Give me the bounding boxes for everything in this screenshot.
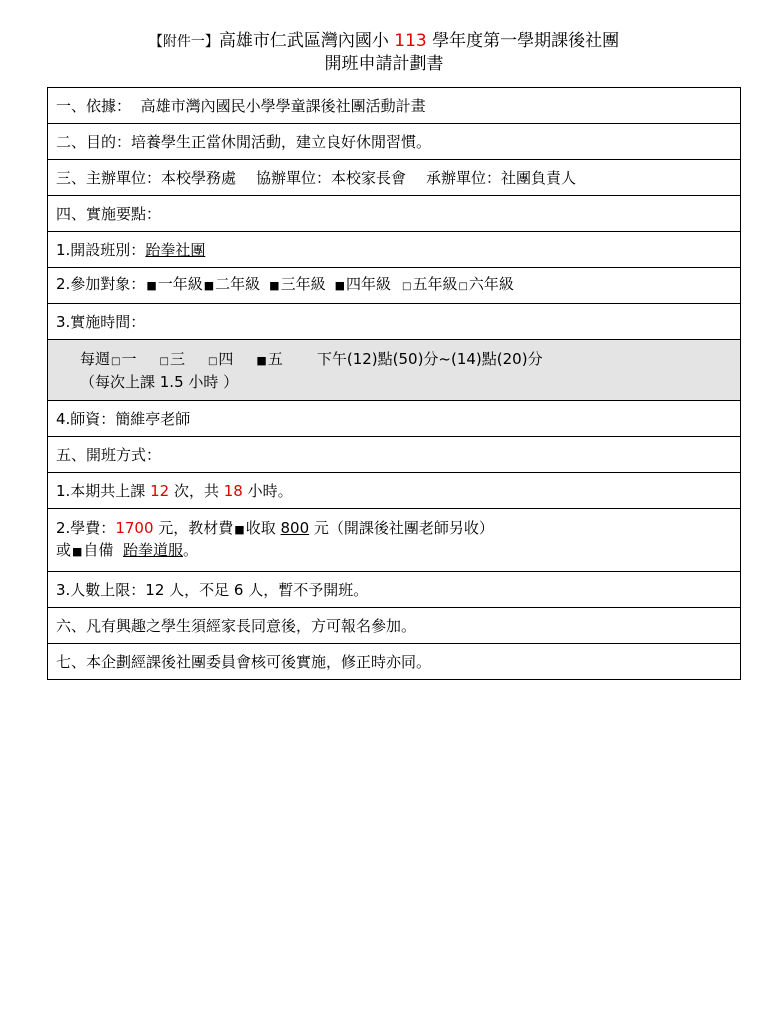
grade-label: 二年級	[215, 275, 261, 293]
grade-option	[268, 275, 325, 293]
day-option	[255, 350, 282, 368]
purpose-text: 二、目的：培養學生正當休閒活動，建立良好休閒習慣。	[48, 124, 741, 160]
day-list	[110, 350, 283, 368]
grade-label: 三年級	[280, 275, 326, 293]
fee-line-2-suffix: 。	[183, 541, 199, 559]
checked-box-icon: ■	[146, 279, 157, 292]
class-type-value: 跆拳社團	[145, 240, 206, 259]
host-unit: 三、主辦單位：本校學務處	[56, 168, 237, 187]
sessions-middle: 次，共	[173, 481, 219, 500]
unchecked-box-icon: □	[207, 355, 218, 367]
fee-collect-label: 收取	[245, 519, 276, 537]
day-label: 三	[169, 349, 185, 368]
checked-box-icon: ■	[256, 353, 267, 367]
time-range: 下午(12)點(50)分~(14)點(20)分	[316, 349, 543, 368]
checked-box-icon: ■	[234, 523, 245, 536]
day-label: 五	[267, 349, 283, 368]
fee-line-2	[56, 540, 732, 562]
row-capacity	[48, 572, 741, 608]
weekly-label: 每週	[80, 349, 111, 368]
fee-prefix: 2.學費：	[56, 519, 116, 537]
target-label: 2.參加對象：	[56, 275, 146, 293]
co-unit: 協辦單位：本校家長會	[256, 168, 407, 187]
document-title	[0, 30, 768, 75]
sessions-suffix: 小時。	[247, 481, 293, 500]
row-schedule	[48, 340, 741, 401]
row-sessions	[48, 473, 741, 509]
row-basis	[48, 88, 741, 124]
fee-line-1	[56, 518, 732, 540]
unchecked-box-icon: □	[402, 281, 412, 292]
checked-box-icon: ■	[203, 279, 215, 292]
row-method-heading	[48, 437, 741, 473]
row-seven	[48, 644, 741, 680]
day-option	[207, 350, 233, 368]
day-option	[158, 350, 184, 368]
unchecked-box-icon: □	[111, 355, 121, 367]
semester-text: 學年度第一學期課後社團	[432, 31, 620, 51]
fee-material-label: 元，教材費	[158, 519, 234, 537]
day-option	[110, 350, 136, 368]
unchecked-box-icon: □	[458, 281, 468, 292]
item-seven-text: 七、本企劃經課後社團委員會核可後實施，修正時亦同。	[48, 644, 741, 680]
self-provide-label: 自備	[83, 541, 114, 559]
fee-or-label: 或	[56, 541, 72, 559]
title-line-2: 開班申請計劃書	[324, 54, 444, 74]
day-label: 四	[218, 349, 234, 368]
unchecked-box-icon: □	[159, 355, 169, 367]
row-purpose	[48, 124, 741, 160]
school-name: 高雄市仁武區灣內國小	[218, 31, 389, 51]
undertake-unit: 承辦單位：社團負責人	[426, 168, 577, 187]
checked-box-icon: ■	[72, 545, 83, 558]
grade-list	[145, 275, 514, 293]
sessions-prefix: 1.本期共上課	[56, 481, 146, 500]
capacity-text: 3.人數上限：12 人，不足 6 人，暫不予開班。	[48, 572, 741, 608]
schedule-line	[80, 349, 732, 372]
grade-label: 六年級	[468, 275, 514, 293]
checked-box-icon: ■	[269, 279, 280, 292]
row-units	[48, 160, 741, 196]
item-six-text: 六、凡有興趣之學生須經家長同意後，方可報名參加。	[48, 608, 741, 644]
session-count: 12	[150, 481, 170, 500]
grade-label: 五年級	[412, 275, 458, 293]
points-heading: 四、實施要點：	[48, 196, 741, 232]
class-type-label: 1.開設班別：	[56, 240, 146, 259]
method-heading: 五、開班方式：	[48, 437, 741, 473]
basis-label: 一、依據：	[56, 96, 132, 115]
session-hours: 18	[223, 481, 243, 500]
row-fee	[48, 509, 741, 572]
row-teacher	[48, 401, 741, 437]
checked-box-icon: ■	[334, 279, 345, 292]
grade-option	[401, 275, 457, 293]
fee-amount: 1700	[115, 519, 154, 537]
row-target	[48, 268, 741, 304]
grade-label: 一年級	[157, 275, 203, 293]
school-year: 113	[394, 31, 427, 51]
per-class-duration: （每次上課 1.5 小時 ）	[80, 372, 239, 391]
plan-table	[47, 87, 741, 680]
attachment-label: 【附件一】	[148, 34, 219, 50]
row-six	[48, 608, 741, 644]
grade-label: 四年級	[345, 275, 391, 293]
title-line-1	[0, 30, 768, 53]
time-heading: 3.實施時間：	[48, 304, 741, 340]
grade-option	[145, 275, 202, 293]
teacher-text: 4.師資：簡維亭老師	[48, 401, 741, 437]
grade-option	[334, 275, 391, 293]
basis-text: 高雄市灣內國民小學學童課後社團活動計畫	[140, 96, 426, 115]
row-time-heading	[48, 304, 741, 340]
self-provide-item: 跆拳道服	[122, 541, 183, 559]
row-class-type	[48, 232, 741, 268]
row-points-heading	[48, 196, 741, 232]
grade-option	[203, 275, 260, 293]
grade-option	[457, 275, 513, 293]
fee-suffix: 元（開課後社團老師另收）	[313, 519, 494, 537]
material-fee: 800	[280, 519, 310, 537]
day-label: 一	[121, 349, 137, 368]
